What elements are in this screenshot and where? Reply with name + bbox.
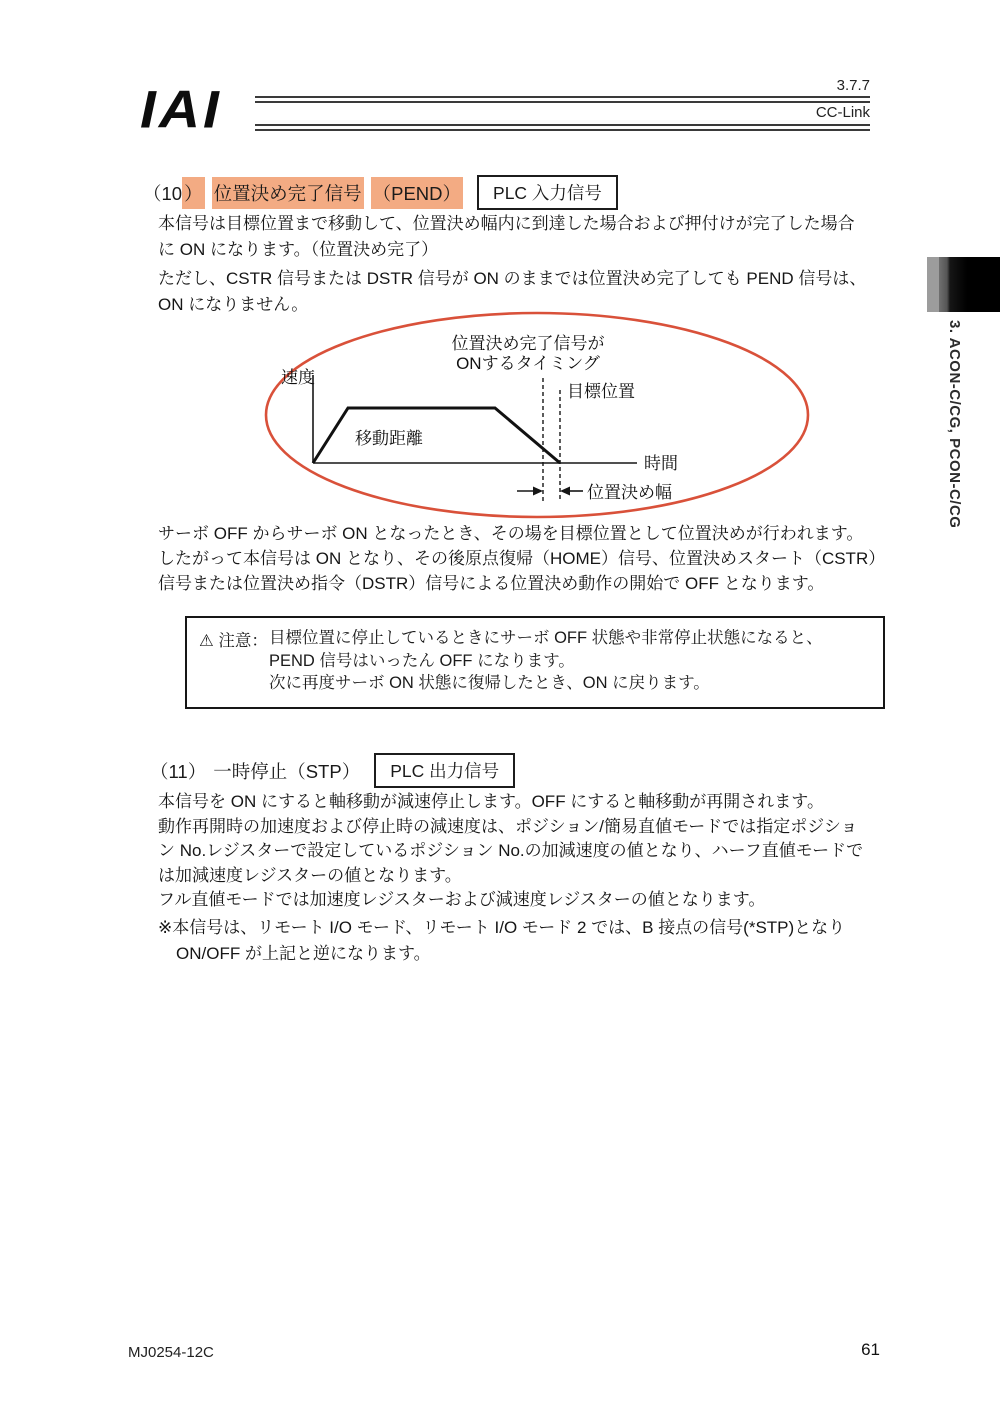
chapter-tab: [927, 257, 1000, 312]
body-line: ン No.レジスターで設定しているポジション No.の加減速度の値となり、ハーフ直値モードで: [158, 841, 864, 860]
caution-line: PEND 信号はいったん OFF になります。: [269, 651, 575, 670]
note-line: ※本信号は、リモート I/O モード、リモート I/O モード 2 では、B 接点の信号(*STP)となり: [158, 918, 846, 937]
body-line: 本信号を ON にすると軸移動が減速停止します。OFF にすると軸移動が再開されます。: [158, 792, 824, 811]
header-rule-bottom: [255, 124, 870, 131]
width-arrow-left-head: [533, 487, 543, 496]
chapter-tab-label: 3. ACON-C/CG, PCON-C/CG: [946, 320, 963, 529]
note-line: ON/OFF が上記と逆になります。: [176, 944, 431, 963]
timing-label-line2: ONするタイミング: [456, 354, 600, 373]
body-line: サーボ OFF からサーボ ON となったとき、その場を目標位置として位置決めが行われます。: [158, 524, 864, 543]
positioning-width-label: 位置決め幅: [587, 483, 672, 502]
section11-number: （11）: [150, 760, 207, 782]
caution-label-text: 注意：: [218, 632, 268, 650]
header-subtitle: CC-Link: [815, 104, 870, 121]
section10-paragraph1: [158, 211, 855, 263]
section10-heading: [143, 175, 618, 210]
body-line: 動作再開時の加速度および停止時の減速度は、ポジション/簡易直値モードでは指定ポジショ: [158, 816, 858, 836]
caution-line: 次に再度サーボ ON 状態に復帰したとき、ON に戻ります。: [269, 674, 710, 692]
time-label: 時間: [644, 454, 678, 473]
section10-code: （PEND）: [371, 177, 463, 209]
section11-heading: [150, 753, 515, 788]
caution-box: [185, 616, 885, 709]
plc-output-signal-box: PLC 出力信号: [374, 753, 515, 788]
section10-number: （10: [143, 182, 183, 204]
iai-logo: IAI: [140, 80, 222, 140]
velocity-label: 速度: [281, 368, 315, 387]
width-arrow-right-head: [560, 487, 570, 496]
velocity-profile: [313, 408, 560, 463]
body-line: は加減速度レジスターの値となります。: [158, 865, 462, 885]
body-line: に ON になります。（位置決め完了）: [158, 240, 439, 259]
header-section-number: 3.7.7: [836, 77, 870, 94]
body-line: 信号または位置決め指令（DSTR）信号による位置決め動作の開始で OFF となります。: [158, 574, 825, 593]
body-line: フル直値モードでは加速度レジスターおよび減速度レジスターの値となります。: [158, 890, 766, 909]
footer-page-number: 61: [861, 1340, 880, 1359]
target-position-label: 目標位置: [567, 382, 635, 401]
caution-label: [199, 627, 268, 651]
section11-paragraph1: [158, 790, 863, 913]
body-line: したがって本信号は ON となり、その後原点復帰（HOME）信号、位置決めスタート（CSTR）: [158, 549, 886, 568]
section10-paragraph3: [158, 521, 885, 596]
timing-diagram: [255, 305, 825, 520]
section10-number-highlight: ）: [182, 177, 205, 209]
caution-line: 目標位置に停止しているときにサーボ OFF 状態や非常停止状態になると、: [269, 629, 823, 647]
body-line: ON になりません。: [158, 295, 309, 314]
header-rule-top: [255, 96, 870, 103]
timing-label-line1: 位置決め完了信号が: [451, 334, 605, 353]
caution-text: [269, 627, 823, 695]
section11-note: [158, 915, 845, 967]
footer-doc-code: MJ0254-12C: [128, 1344, 214, 1361]
body-line: 本信号は目標位置まで移動して、位置決め幅内に到達した場合および押付けが完了した場合: [158, 214, 855, 233]
travel-distance-label: 移動距離: [355, 429, 423, 448]
section10-title: 位置決め完了信号: [212, 177, 364, 209]
plc-input-signal-box: PLC 入力信号: [477, 175, 618, 210]
warning-icon: ⚠: [199, 632, 214, 650]
body-line: ただし、CSTR 信号または DSTR 信号が ON のままでは位置決め完了しても PEND 信号は、: [158, 269, 867, 288]
section11-title: 一時停止（STP）: [213, 760, 361, 782]
